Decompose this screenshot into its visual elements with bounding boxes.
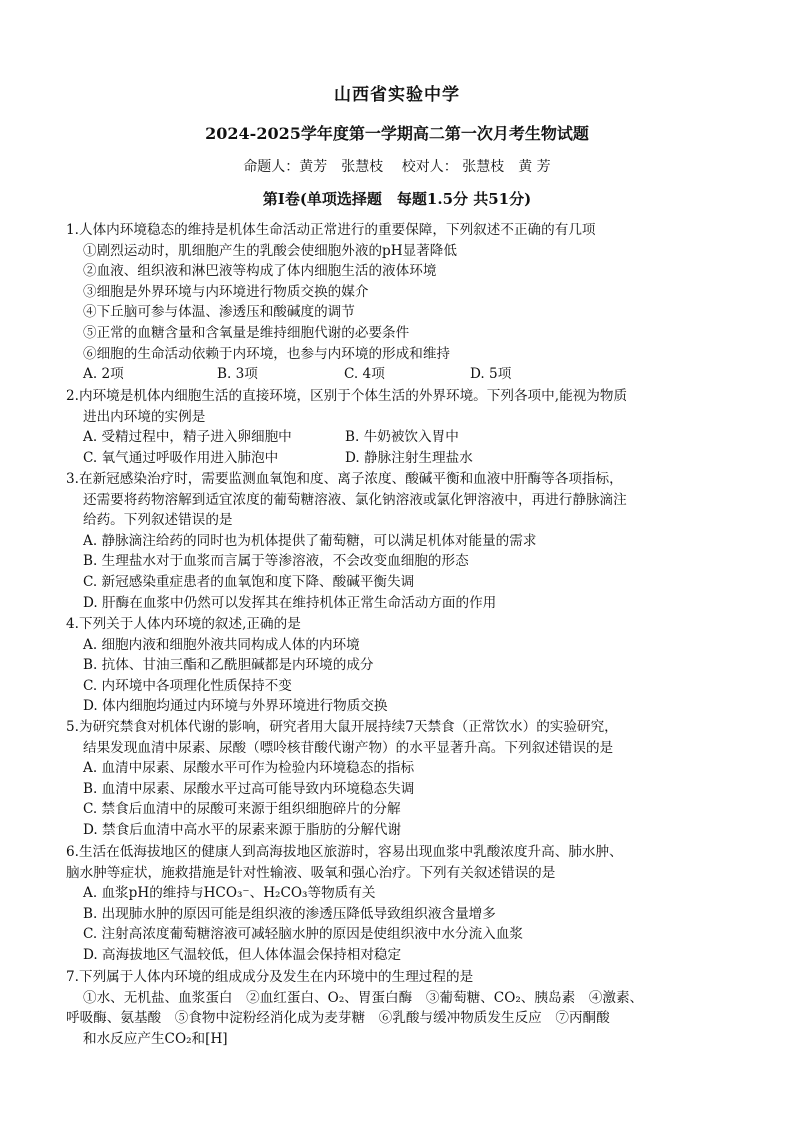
statement-item: ②血液、组织液和淋巴液等构成了体内细胞生活的液体环境 bbox=[83, 263, 437, 280]
question-stem: 6.生活在低海拔地区的健康人到高海拔地区旅游时，容易出现血浆中乳酸浓度升高、肺水肿、 bbox=[66, 844, 623, 860]
options-row bbox=[66, 427, 728, 448]
question-stem: 5.为研究禁食对机体代谢的影响，研究者用大鼠开展持续7天禁食（正常饮水）的实验研究， bbox=[66, 719, 618, 735]
option-b[interactable]: B. 生理盐水对于血浆而言属于等渗溶液，不会改变血细胞的形态 bbox=[83, 553, 469, 570]
question-7 bbox=[66, 967, 728, 1049]
statement-item: ④下丘脑可参与体温、渗透压和酸碱度的调节 bbox=[83, 304, 355, 321]
statement-item: 和水反应产生CO₂和[H] bbox=[83, 1030, 228, 1047]
option-b[interactable]: B. 出现肺水肿的原因可能是组织液的渗透压降低导致组织液含量增多 bbox=[83, 905, 496, 922]
option-b[interactable]: B. 血清中尿素、尿酸水平过高可能导致内环境稳态失调 bbox=[83, 780, 415, 797]
options-row bbox=[66, 364, 728, 385]
statement-item: ⑤正常的血糖含量和含氧量是维持细胞代谢的必要条件 bbox=[83, 324, 410, 341]
statement-item: 呼吸酶、氨基酸 ⑤食物中淀粉经消化成为麦芽糖 ⑥乳酸与缓冲物质发生反应 ⑦丙酮酸 bbox=[66, 1010, 610, 1027]
option-a[interactable]: A. 受精过程中，精子进入卵细胞中 bbox=[83, 429, 292, 446]
statement-item: ③细胞是外界环境与内环境进行物质交换的媒介 bbox=[83, 283, 369, 300]
option-c[interactable]: C. 注射高浓度葡萄糖溶液可减轻脑水肿的原因是使组织液中水分流入血浆 bbox=[83, 926, 523, 943]
option-a[interactable]: A. 血浆pH的维持与HCO₃⁻、H₂CO₃等物质有关 bbox=[83, 885, 376, 902]
school-name: 山西省实验中学 bbox=[334, 85, 460, 105]
option-d[interactable]: D. 高海拔地区气温较低，但人体体温会保持相对稳定 bbox=[83, 946, 402, 963]
statement-item: ①剧烈运动时，肌细胞产生的乳酸会使细胞外液的pH显著降低 bbox=[83, 242, 457, 259]
option-d[interactable]: D. 静脉注射生理盐水 bbox=[345, 449, 473, 466]
question-stem: 2.内环境是机体内细胞生活的直接环境，区别于个体生活的外界环境。下列各项中,能视为物质 bbox=[66, 388, 628, 404]
question-stem: 给药。下列叙述错误的是 bbox=[83, 512, 233, 529]
option-c[interactable]: C. 内环境中各项理化性质保持不变 bbox=[83, 677, 292, 694]
option-b[interactable]: B. 3项 bbox=[217, 366, 258, 383]
options-row bbox=[66, 448, 728, 469]
option-c[interactable]: C. 新冠感染重症患者的血氧饱和度下降、酸碱平衡失调 bbox=[83, 573, 415, 590]
question-stem: 还需要将药物溶解到适宜浓度的葡萄糖溶液、氯化钠溶液或氯化钾溶液中，再进行静脉滴注 bbox=[83, 491, 627, 508]
option-c[interactable]: C. 4项 bbox=[344, 366, 385, 383]
question-stem: 3.在新冠感染治疗时，需要监测血氧饱和度、离子浓度、酸碱平衡和血液中肝酶等各项指标， bbox=[66, 471, 623, 487]
statement-item: ①水、无机盐、血浆蛋白 ②血红蛋白、O₂、胃蛋白酶 ③葡萄糖、CO₂、胰岛素 ④激素、 bbox=[83, 989, 644, 1006]
option-a[interactable]: A. 血清中尿素、尿酸水平可作为检验内环境稳态的指标 bbox=[83, 760, 415, 777]
option-b[interactable]: B. 牛奶被饮入胃中 bbox=[345, 429, 459, 446]
question-stem: 4.下列关于人体内环境的叙述,正确的是 bbox=[66, 616, 301, 632]
question-4 bbox=[66, 614, 728, 717]
question-5 bbox=[66, 717, 728, 841]
option-a[interactable]: A. 静脉滴注给药的同时也为机体提供了葡萄糖，可以满足机体对能量的需求 bbox=[83, 532, 537, 549]
option-b[interactable]: B. 抗体、甘油三酯和乙酰胆碱都是内环境的成分 bbox=[83, 657, 374, 674]
question-stem: 1.人体内环境稳态的维持是机体生命活动正常进行的重要保障，下列叙述不正确的有几项 bbox=[66, 222, 596, 238]
exam-title: 2024-2025学年度第一学期高二第一次月考生物试题 bbox=[205, 124, 589, 143]
option-c[interactable]: C. 禁食后血清中的尿酸可来源于组织细胞碎片的分解 bbox=[83, 801, 401, 818]
question-3 bbox=[66, 469, 728, 613]
statement-item: ⑥细胞的生命活动依赖于内环境，也参与内环境的形成和维持 bbox=[83, 345, 451, 362]
section-heading: 第Ⅰ卷(单项选择题 每题1.5分 共51分) bbox=[262, 190, 532, 208]
option-a[interactable]: A. 2项 bbox=[83, 366, 124, 383]
question-stem: 进出内环境的实例是 bbox=[83, 408, 206, 425]
option-d[interactable]: D. 体内细胞均通过内环境与外界环境进行物质交换 bbox=[83, 698, 388, 715]
authors-line: 命题人：黄芳 张慧枝 校对人： 张慧枝 黄 芳 bbox=[243, 159, 551, 175]
option-d[interactable]: D. 5项 bbox=[470, 366, 512, 383]
option-a[interactable]: A. 细胞内液和细胞外液共同构成人体的内环境 bbox=[83, 636, 360, 653]
question-stem: 结果发现血清中尿素、尿酸（嘌呤核苷酸代谢产物）的水平显著升高。下列叙述错误的是 bbox=[83, 739, 614, 756]
question-stem: 7.下列属于人体内环境的组成成分及发生在内环境中的生理过程的是 bbox=[66, 969, 474, 985]
question-stem: 脑水肿等症状，施救措施是针对性输液、吸氧和强心治疗。下列有关叙述错误的是 bbox=[66, 864, 556, 881]
question-2 bbox=[66, 386, 728, 468]
question-1 bbox=[66, 220, 728, 385]
option-d[interactable]: D. 肝酶在血浆中仍然可以发挥其在维持机体正常生命活动方面的作用 bbox=[83, 594, 497, 611]
question-6 bbox=[66, 842, 728, 966]
option-d[interactable]: D. 禁食后血清中高水平的尿素来源于脂肪的分解代谢 bbox=[83, 821, 402, 838]
option-c[interactable]: C. 氧气通过呼吸作用进入肺泡中 bbox=[83, 449, 279, 466]
